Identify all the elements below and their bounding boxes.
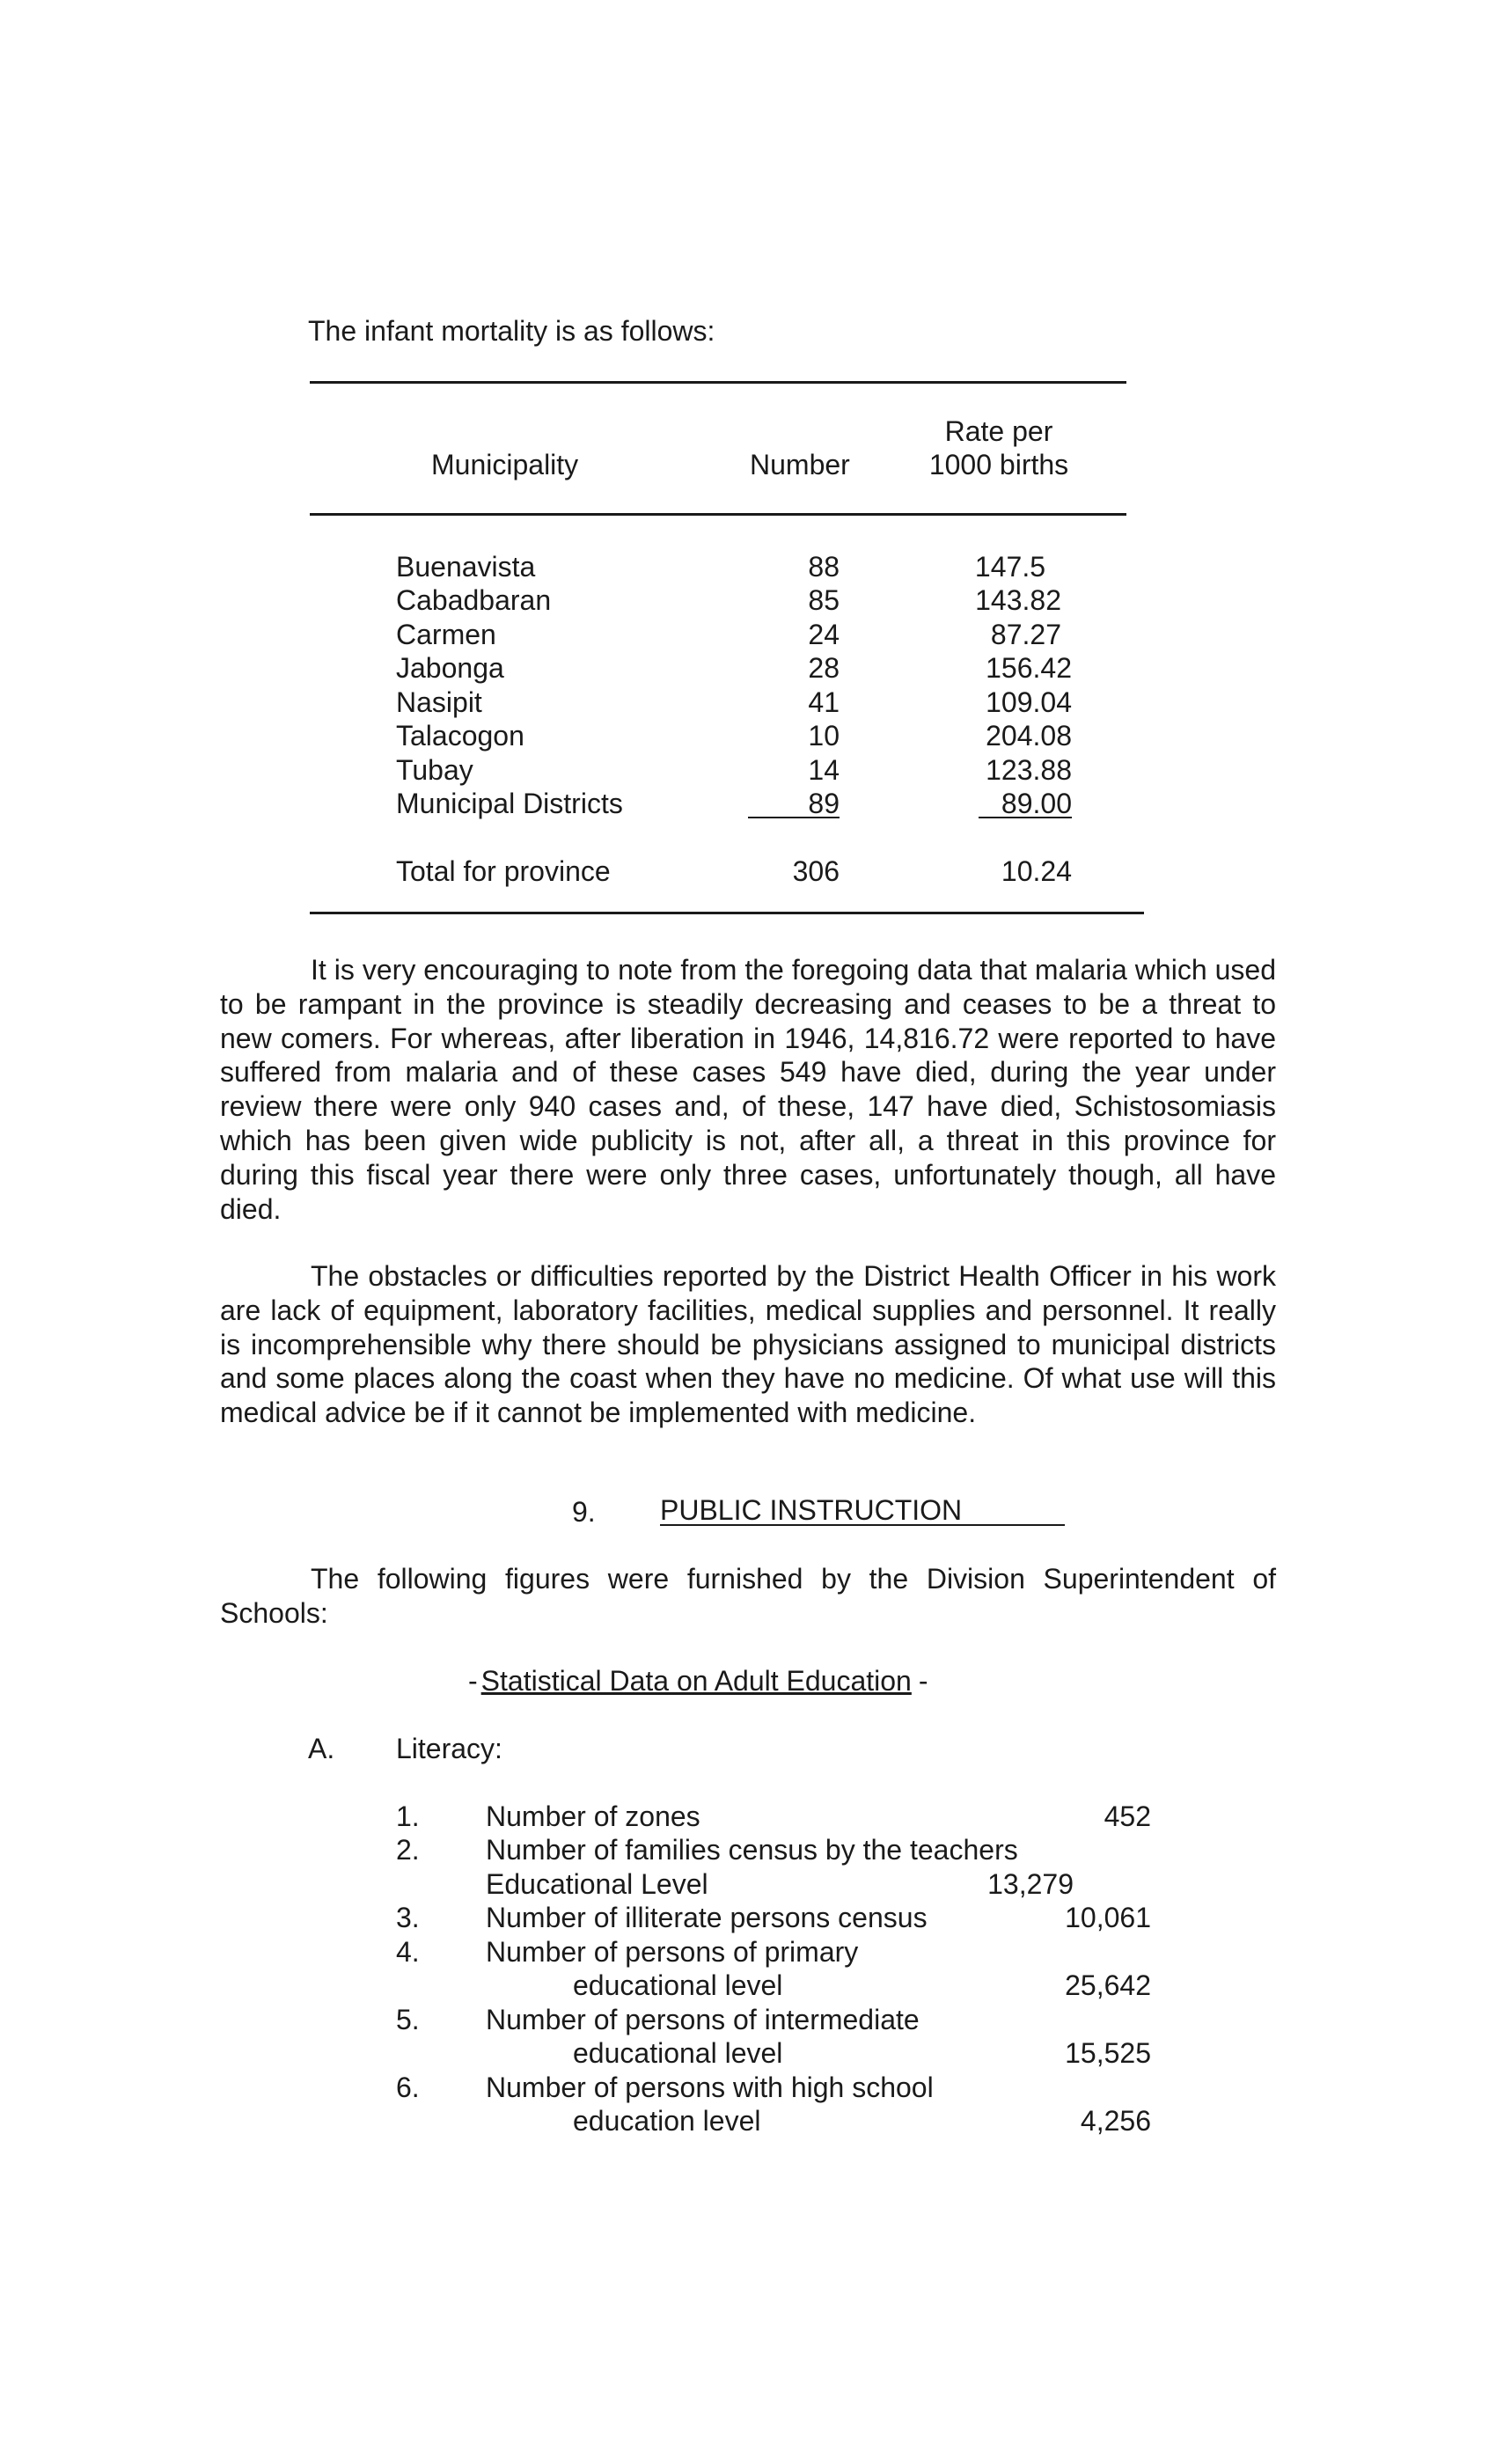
row-number: 28 xyxy=(808,652,840,684)
row-municipality: Cabadbaran xyxy=(396,584,552,616)
table-row xyxy=(0,584,1496,619)
item-sublabel: Educational Level xyxy=(486,1868,708,1900)
item-label: Number of persons of intermediate xyxy=(486,2004,920,2035)
section-title: PUBLIC INSTRUCTION xyxy=(660,1496,1065,1526)
row-municipality: Nasipit xyxy=(396,686,482,718)
row-municipality: Talacogon xyxy=(396,720,524,752)
row-number: 14 xyxy=(808,754,840,786)
row-number: 24 xyxy=(808,619,840,650)
table-row xyxy=(0,619,1496,653)
header-municipality: Municipality xyxy=(431,449,579,480)
item-label: Number of persons of primary xyxy=(486,1936,859,1968)
item-number: 5. xyxy=(396,2004,420,2035)
subtitle xyxy=(468,1665,928,1698)
literacy-letter: A. xyxy=(308,1733,335,1764)
table-header-rule xyxy=(310,513,1126,516)
row-number: 85 xyxy=(808,584,840,616)
table-row xyxy=(0,551,1496,585)
item-value: 452 xyxy=(1104,1800,1151,1832)
table-row xyxy=(0,788,1496,822)
subtitle-suffix: - xyxy=(918,1665,928,1697)
item-number: 4. xyxy=(396,1936,420,1968)
item-value: 4,256 xyxy=(1080,2105,1151,2137)
item-sublabel: education level xyxy=(573,2105,761,2137)
table-row xyxy=(0,686,1496,721)
item-value: 10,061 xyxy=(1065,1902,1151,1933)
subtitle-prefix: - xyxy=(468,1665,478,1697)
total-label: Total for province xyxy=(396,855,611,887)
row-rate: 89.00 xyxy=(979,790,1072,818)
table-top-rule xyxy=(310,381,1126,384)
item-value: 25,642 xyxy=(1065,1969,1151,2001)
table-row xyxy=(0,720,1496,754)
section-number: 9. xyxy=(572,1496,596,1528)
table-row xyxy=(0,652,1496,686)
row-rate: 123.88 xyxy=(986,754,1072,786)
row-municipality: Jabonga xyxy=(396,652,504,684)
row-number: 41 xyxy=(808,686,840,718)
row-number: 89 xyxy=(748,790,840,818)
row-municipality: Municipal Districts xyxy=(396,788,623,819)
item-value: 13,279 xyxy=(987,1868,1074,1900)
row-rate: 109.04 xyxy=(986,686,1072,718)
item-sublabel: educational level xyxy=(573,1969,783,2001)
item-number: 6. xyxy=(396,2072,420,2103)
table-row xyxy=(0,754,1496,788)
row-rate: 156.42 xyxy=(986,652,1072,684)
row-rate: 147.5 xyxy=(974,551,1045,583)
literacy-label: Literacy: xyxy=(396,1733,502,1764)
header-number: Number xyxy=(750,449,850,480)
header-rate-line2: 1000 births xyxy=(928,449,1069,480)
row-municipality: Carmen xyxy=(396,619,496,650)
row-number: 10 xyxy=(808,720,840,752)
malaria-paragraph: It is very encouraging to note from the foregoing data that malaria which used to be rampant in the province is steadily decreasing and ceases to be a threat to new comers. For whereas, after liberation in 1946, 14,816.72 were reported to have suffered from malaria and of these cases 549 have died, during the year under review there were only 940 cases and, of these, 147 have died, Schistosomiasis which has been given wide publicity is not, after all, a threat in this province for during this fiscal year there were only three cases, unfortunately though, all have died. xyxy=(220,954,1276,1225)
obstacles-paragraph: The obstacles or difficulties reported by the District Health Officer in his work are lack of equipment, laboratory facilities, medical supplies and personnel. It really is incomprehensible why there should be physicians assigned to municipal districts and some places along the coast when they have no medicine. Of what use will this medical advice be if it cannot be implemented with medicine. xyxy=(220,1260,1276,1429)
row-rate: 204.08 xyxy=(986,720,1072,752)
subtitle-text: Statistical Data on Adult Education xyxy=(480,1665,912,1697)
item-label: Number of families census by the teachers xyxy=(486,1834,1018,1866)
total-number: 306 xyxy=(792,855,840,887)
header-rate-line1: Rate per xyxy=(944,415,1053,447)
row-number: 88 xyxy=(808,551,840,583)
row-rate: 143.82 xyxy=(975,584,1061,616)
item-number: 3. xyxy=(396,1902,420,1933)
intro-text: The infant mortality is as follows: xyxy=(308,315,715,347)
row-municipality: Buenavista xyxy=(396,551,536,583)
item-label: Number of persons with high school xyxy=(486,2072,934,2103)
item-number: 2. xyxy=(396,1834,420,1866)
row-rate: 87.27 xyxy=(990,619,1061,650)
furnished-paragraph: The following figures were furnished by the Division Superintendent of Schools: xyxy=(220,1563,1276,1629)
table-bottom-rule xyxy=(310,912,1144,914)
item-sublabel: educational level xyxy=(573,2037,783,2069)
row-municipality: Tubay xyxy=(396,754,473,786)
item-label: Number of zones xyxy=(486,1800,700,1832)
item-number: 1. xyxy=(396,1800,420,1832)
item-label: Number of illiterate persons census xyxy=(486,1902,928,1933)
total-rate: 10.24 xyxy=(1001,855,1072,887)
table-total-row xyxy=(0,855,1496,890)
item-value: 15,525 xyxy=(1065,2037,1151,2069)
